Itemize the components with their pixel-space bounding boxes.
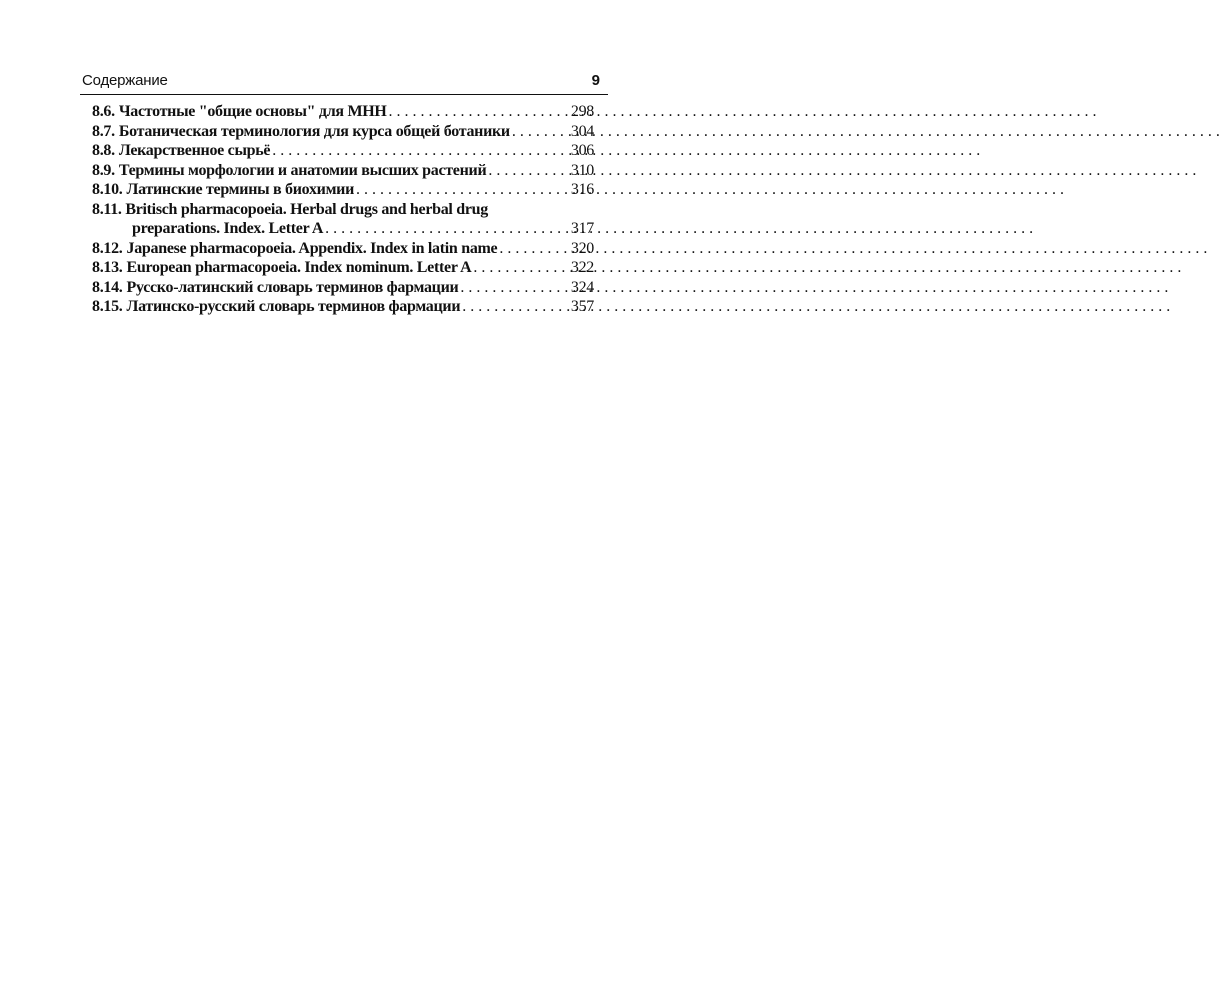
toc-entry-8-6[interactable] xyxy=(92,102,594,122)
entry-page: 306 xyxy=(570,142,594,159)
toc-entry-8-11[interactable] xyxy=(92,200,594,239)
toc-entry-8-7[interactable] xyxy=(92,122,594,142)
entry-page: 320 xyxy=(570,239,594,257)
toc-entry-8-12[interactable] xyxy=(92,239,594,259)
entry-page: 304 xyxy=(570,122,594,140)
entry-page: 316 xyxy=(570,181,594,198)
header-rule xyxy=(80,94,608,95)
entry-title-line-2: preparations. Index. Letter A xyxy=(132,220,324,237)
entry-number: 8.13. xyxy=(92,259,123,276)
entry-number: 8.6. xyxy=(92,103,115,120)
entry-title: Русско-латинский словарь терминов фармации xyxy=(126,278,459,296)
dot-leader xyxy=(486,161,571,181)
dot-leader xyxy=(387,102,571,122)
entry-page: 298 xyxy=(570,103,594,120)
entry-page: 357 xyxy=(570,298,594,315)
entry-number: 8.8. xyxy=(92,142,115,159)
entry-title: Латинские термины в биохимии xyxy=(126,181,355,198)
dot-leader xyxy=(460,297,571,317)
entry-number: 8.7. xyxy=(92,122,115,140)
entry-title-line-1: Britisch pharmacopoeia. Herbal drugs and herbal drug xyxy=(125,200,488,218)
toc-entry-8-13[interactable] xyxy=(92,258,594,278)
entry-number: 8.15. xyxy=(92,298,123,315)
dot-leader xyxy=(458,278,570,298)
dot-leader xyxy=(354,180,571,200)
toc-entry-8-9[interactable] xyxy=(92,161,594,181)
toc-entry-8-14[interactable] xyxy=(92,278,594,298)
dot-leader xyxy=(471,258,570,278)
entry-title: Ботаническая терминология для курса общей ботаники xyxy=(118,122,510,140)
entry-page: 324 xyxy=(570,278,594,296)
dot-leader xyxy=(323,219,571,239)
dot-leader xyxy=(510,122,571,142)
entry-title: Japanese pharmacopoeia. Appendix. Index in latin name xyxy=(126,239,498,257)
entry-number: 8.9. xyxy=(92,161,115,179)
entry-page: 322 xyxy=(570,259,594,276)
table-of-contents xyxy=(92,102,594,317)
page-number: 9 xyxy=(591,72,600,89)
running-head xyxy=(80,72,608,92)
toc-entry-8-8[interactable] xyxy=(92,141,594,161)
entry-page: 310 xyxy=(570,161,594,179)
toc-entry-8-15[interactable] xyxy=(92,297,594,317)
entry-title: European pharmacopoeia. Index nominum. Letter A xyxy=(126,259,472,276)
running-title: Содержание xyxy=(82,72,168,89)
entry-number: 8.10. xyxy=(92,181,123,198)
entry-title: Лекарственное сырьё xyxy=(118,142,271,159)
entry-number: 8.14. xyxy=(92,278,123,296)
dot-leader xyxy=(497,239,571,259)
entry-number: 8.12. xyxy=(92,239,123,257)
toc-entry-8-10[interactable] xyxy=(92,180,594,200)
entry-number: 8.11. xyxy=(92,200,122,218)
entry-page: 317 xyxy=(570,220,594,237)
dot-leader xyxy=(270,141,571,161)
entry-title: Латинско-русский словарь терминов фармации xyxy=(126,298,461,315)
entry-title: Термины морфологии и анатомии высших растений xyxy=(118,161,487,179)
entry-title: Частотные "общие основы" для МНН xyxy=(118,103,387,120)
